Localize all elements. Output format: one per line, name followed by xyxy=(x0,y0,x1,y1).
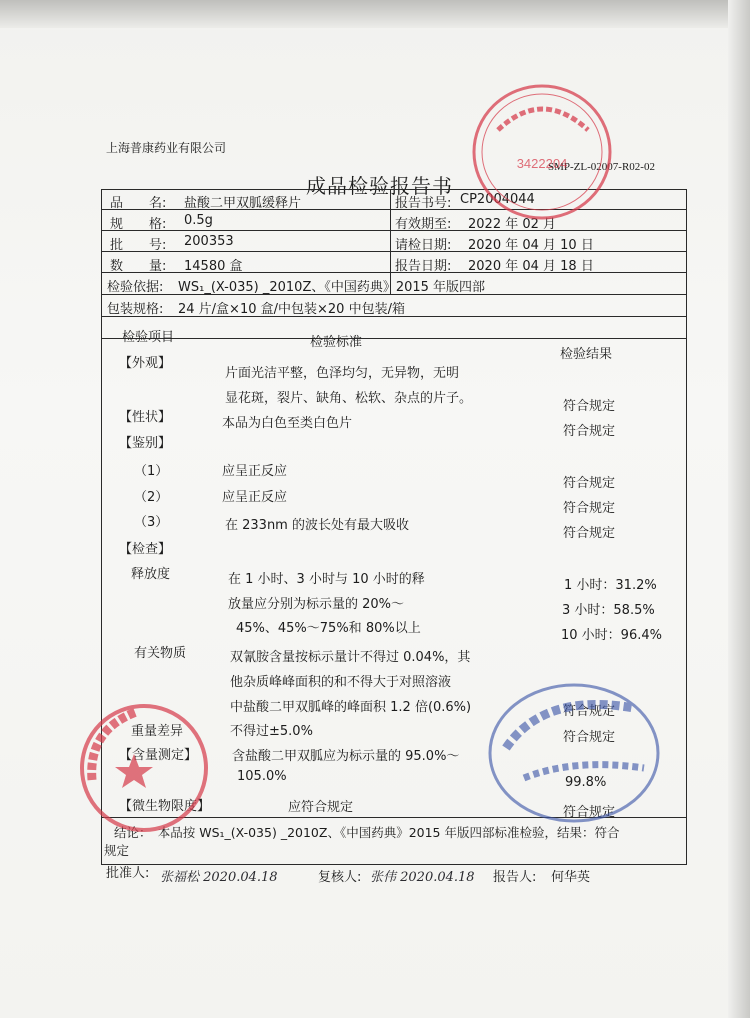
qa-stamp-number: 3422204 xyxy=(516,156,568,171)
reporter-label: 报告人: xyxy=(493,870,537,885)
std-related-2: 他杂质峰峰面积的和不得大于对照溶液 xyxy=(230,675,452,690)
result-release-1h: 1 小时：31.2% xyxy=(564,578,657,593)
quantity-label: 数 量: xyxy=(110,259,167,274)
packing-value: 24 片/盒×10 盒/中包装×20 中包装/箱 xyxy=(178,302,405,317)
conclusion-line-2: 规定 xyxy=(104,843,130,858)
document-number: SMP-ZL-02007-R02-02 xyxy=(548,161,655,173)
packing-label: 包装规格: xyxy=(107,302,164,317)
std-id3: 在 233nm 的波长处有最大吸收 xyxy=(225,518,409,533)
result-weight-variation: 符合规定 xyxy=(563,730,616,745)
std-assay-2: 105.0% xyxy=(237,769,287,784)
reviewer-signature: 张伟 2020.04.18 xyxy=(370,870,475,885)
item-id1: （1） xyxy=(134,464,169,479)
header-result: 检验结果 xyxy=(560,347,613,362)
report-date-label: 报告日期: xyxy=(395,259,452,274)
std-release-3: 45%、45%～75%和 80%以上 xyxy=(236,621,421,636)
item-inspection: 【检查】 xyxy=(119,542,172,557)
expiry-label: 有效期至: xyxy=(395,217,452,232)
report-date-value: 2020 年 04 月 18 日 xyxy=(468,259,594,274)
std-id2: 应呈正反应 xyxy=(222,490,288,505)
basis-label: 检验依据: xyxy=(107,280,164,295)
company-name: 上海普康药业有限公司 xyxy=(106,141,227,155)
left-red-stamp xyxy=(76,700,212,836)
item-identification: 【鉴别】 xyxy=(119,436,172,451)
request-date-label: 请检日期: xyxy=(395,238,452,253)
request-date-value: 2020 年 04 月 10 日 xyxy=(468,238,594,253)
scan-shadow-top xyxy=(0,0,750,28)
header-standard: 检验标准 xyxy=(310,335,363,350)
result-appearance: 符合规定 xyxy=(563,399,616,414)
item-weight-variation: 重量差异 xyxy=(131,724,184,739)
result-id1: 符合规定 xyxy=(563,476,616,491)
item-release: 释放度 xyxy=(131,567,171,582)
result-assay: 99.8% xyxy=(565,775,607,790)
expiry-value: 2022 年 02 月 xyxy=(468,217,557,232)
std-assay-1: 含盐酸二甲双胍应为标示量的 95.0%～ xyxy=(232,749,460,764)
std-microbial-limit: 应符合规定 xyxy=(288,800,354,815)
scan-shadow-right xyxy=(728,0,750,1018)
item-id2: （2） xyxy=(134,490,169,505)
std-character: 本品为白色至类白色片 xyxy=(222,416,353,431)
quantity-value: 14580 盒 xyxy=(184,259,243,274)
approver-signature: 张福松 2020.04.18 xyxy=(160,870,278,885)
report-no-label: 报告书号: xyxy=(395,196,452,211)
batch-value: 200353 xyxy=(184,234,234,249)
approver-label: 批准人: xyxy=(106,866,150,881)
product-name-label: 品 名: xyxy=(110,196,167,211)
item-id3: （3） xyxy=(134,515,169,530)
item-assay: 【含量测定】 xyxy=(119,748,198,763)
std-related-1: 双氰胺含量按标示量计不得过 0.04%，其 xyxy=(230,650,471,665)
item-character: 【性状】 xyxy=(119,410,172,425)
result-related: 符合规定 xyxy=(563,704,616,719)
std-release-2: 放量应分别为标示量的 20%～ xyxy=(228,597,405,612)
spec-label: 规 格: xyxy=(110,217,167,232)
std-release-1: 在 1 小时、3 小时与 10 小时的释 xyxy=(228,572,425,587)
item-microbial-limit: 【微生物限度】 xyxy=(119,799,211,814)
product-name-value: 盐酸二甲双胍缓释片 xyxy=(184,196,302,211)
qa-red-stamp-top xyxy=(468,78,616,226)
batch-label: 批 号: xyxy=(110,238,167,253)
report-title: 成品检验报告书 xyxy=(306,174,453,198)
std-related-3: 中盐酸二甲双胍峰的峰面积 1.2 倍(0.6%) xyxy=(230,700,472,715)
item-appearance: 【外观】 xyxy=(119,356,172,371)
reporter-value: 何华英 xyxy=(551,870,591,885)
row-divider xyxy=(101,230,687,231)
result-id3: 符合规定 xyxy=(563,526,616,541)
result-microbial-limit: 符合规定 xyxy=(563,805,616,820)
result-id2: 符合规定 xyxy=(563,501,616,516)
row-divider xyxy=(101,251,687,252)
spec-value: 0.5g xyxy=(184,213,213,228)
std-id1: 应呈正反应 xyxy=(222,464,288,479)
company-blue-stamp xyxy=(484,678,664,828)
item-related-substances: 有关物质 xyxy=(134,646,187,661)
std-weight-variation: 不得过±5.0% xyxy=(230,724,313,739)
conclusion-line-1: 结论： 本品按 WS₁_(X-035) _2010Z、《中国药典》2015 年版四部标准检验，结果：符合 xyxy=(114,825,620,840)
reviewer-label: 复核人: xyxy=(318,870,362,885)
row-divider xyxy=(101,338,687,339)
report-no-value: CP2004044 xyxy=(460,192,535,207)
basis-value: WS₁_(X-035) _2010Z、《中国药典》2015 年版四部 xyxy=(178,280,486,295)
result-release-10h: 10 小时：96.4% xyxy=(561,628,662,643)
std-appearance-1: 片面光洁平整，色泽均匀，无异物，无明 xyxy=(225,366,460,381)
header-item: 检验项目 xyxy=(122,330,175,345)
result-character: 符合规定 xyxy=(563,424,616,439)
result-release-3h: 3 小时：58.5% xyxy=(562,603,655,618)
std-appearance-2: 显花斑，裂片、缺角、松软、杂点的片子。 xyxy=(225,391,473,406)
